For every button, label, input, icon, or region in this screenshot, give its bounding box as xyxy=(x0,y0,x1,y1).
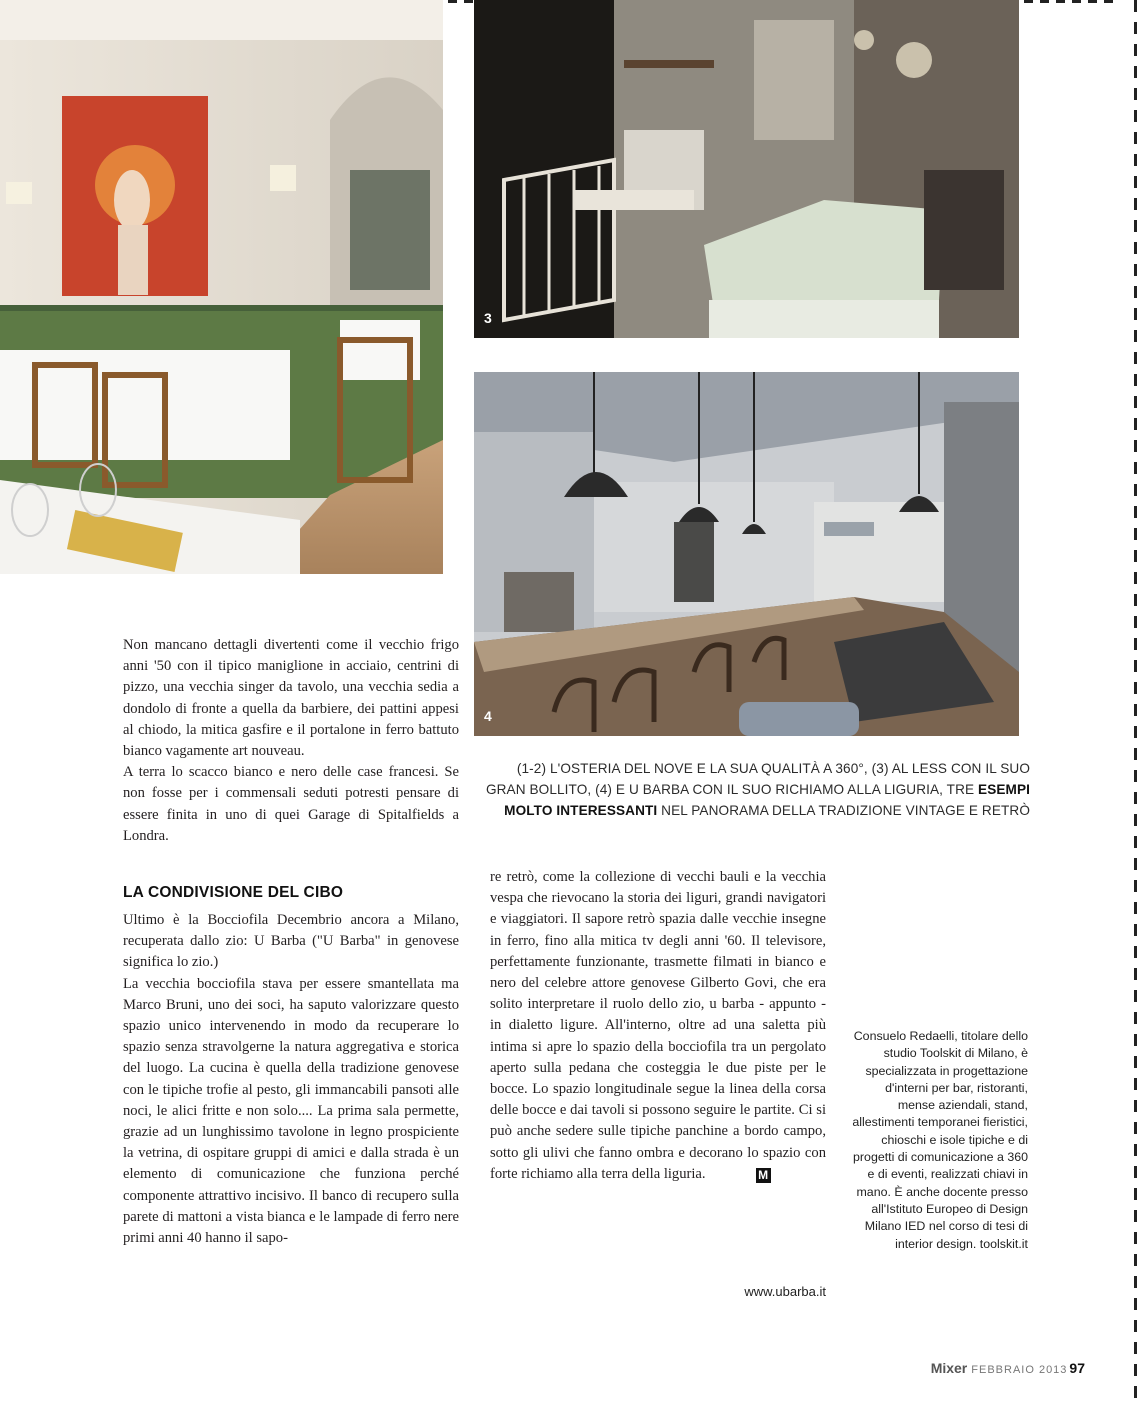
magazine-name: Mixer xyxy=(930,1360,968,1376)
caption-text-end: NEL PANORAMA DELLA TRADIZIONE VINTAGE E RETRÒ xyxy=(657,803,1030,818)
photo-u-barba xyxy=(474,372,1019,736)
article-paragraph: re retrò, come la collezione di vecchi bauli e la vecchia vespa che rievocano la storia dei liguri, grandi navigatori e viaggiatori. Il sapore retrò spazia dalle vecchie insegne in ferro, fino alla mitica tv degli anni '60. Il televisore, perfettamente funzionante, trasmette filmati in bianco e nero del celebre attore genovese Gilberto Govi, che era solito interpretare il ruolo dello zio, u barba - appunto - in dialetto ligure. All'interno, oltre ad una saletta più intima si apre lo spazio della bocciofila tra un pergolato aperto sulla pedana che costeggia le due piste per le bocce. Lo spazio longitudinale segue la linea della corsa delle bocce e dai tavoli si possono seguire le partite. Ci si può anche sedere sulle tipiche panchine a bordo campo, sotto gli ulivi che fanno ombra e decorano lo spazio con forte richiamo alla terra della liguria. xyxy=(490,869,826,1182)
issue-date: FEBBRAIO 2013 xyxy=(971,1364,1068,1376)
caption-emphasis: ESEMPI MOLTO INTERESSANTI xyxy=(504,782,1030,818)
article-paragraph: Ultimo è la Bocciofila Decembrio ancora a Milano, recuperata dallo zio: U Barba ("U Barba" in genovese significa lo zio.) xyxy=(123,912,459,971)
article-paragraph: A terra lo scacco bianco e nero delle case francesi. Se non fosse per i commensali seduti potresti pensare di essere finita in uno di quei Garage di Spitalfields a Londra. xyxy=(123,764,459,844)
article-column-1-top xyxy=(123,635,459,847)
photo-caption xyxy=(476,758,1030,821)
section-heading: LA CONDIVISIONE DEL CIBO xyxy=(123,884,344,901)
website-link[interactable]: www.ubarba.it xyxy=(744,1284,826,1299)
article-column-1-bottom xyxy=(123,910,459,1249)
photo-number: 4 xyxy=(484,708,492,724)
photo-osteria-del-nove xyxy=(0,0,443,574)
page-number: 97 xyxy=(1069,1360,1085,1376)
photo-number: 3 xyxy=(484,310,492,326)
article-paragraph: La vecchia bocciofila stava per essere smantellata ma Marco Bruni, uno dei soci, ha saputo valorizzare questo spazio unico intervenendo in modo da recuperare lo spazio senza stravolgerne la natura aggregativa e storica del luogo. La cucina è quella della tradizione genovese con le tipiche trofie al pesto, gli immancabili pansoti alle noci, le alici fritte e non solo.... La prima sala permette, grazie ad un lunghissimo tavolone in legno prospiciente la vetrina, di ospitare gruppi di amici e dalla strada è un elemento di comunicazione che funziona perché componente attrattivo incisivo. Il banco di recupero sulla parete di mattoni a vista bianca e le lampade di ferro nere primi anni 40 hanno il sapo- xyxy=(123,975,459,1247)
end-of-article-mark: M xyxy=(756,1168,771,1183)
author-bio: Consuelo Redaelli, titolare dello studio Toolskit di Milano, è specializzata in progettazione d'interni per bar, ristoranti, mense aziendali, stand, allestimenti temporanei fieristici, chioschi e isole tipiche e di progetti di comunicazione a 360 e di eventi, realizzati chiavi in mano. È anche docente presso all'Istituto Europeo di Design Milano IED nel corso di tesi di interior design. toolskit.it xyxy=(852,1029,1028,1251)
page-footer xyxy=(931,1360,1085,1378)
caption-text: (1-2) L'OSTERIA DEL NOVE E LA SUA QUALITÀ A 360°, (3) AL LESS CON IL SUO GRAN BOLLITO, (4) E U BARBA CON IL SUO RICHIAMO ALLA LIGURIA, TRE xyxy=(485,761,1030,797)
photo-al-less xyxy=(474,0,1019,338)
article-column-2 xyxy=(490,867,826,1185)
article-paragraph: Non mancano dettagli divertenti come il vecchio frigo anni '50 con il tipico maniglione in acciaio, centrini di pizzo, una vecchia singer da tavolo, una vecchia sedia a dondolo di fronte a quella da barbiere, dei pattini appesi al chiodo, la mitica gasfire e il portalone in ferro battuto bianco vagamente art nouveau. xyxy=(123,637,459,760)
